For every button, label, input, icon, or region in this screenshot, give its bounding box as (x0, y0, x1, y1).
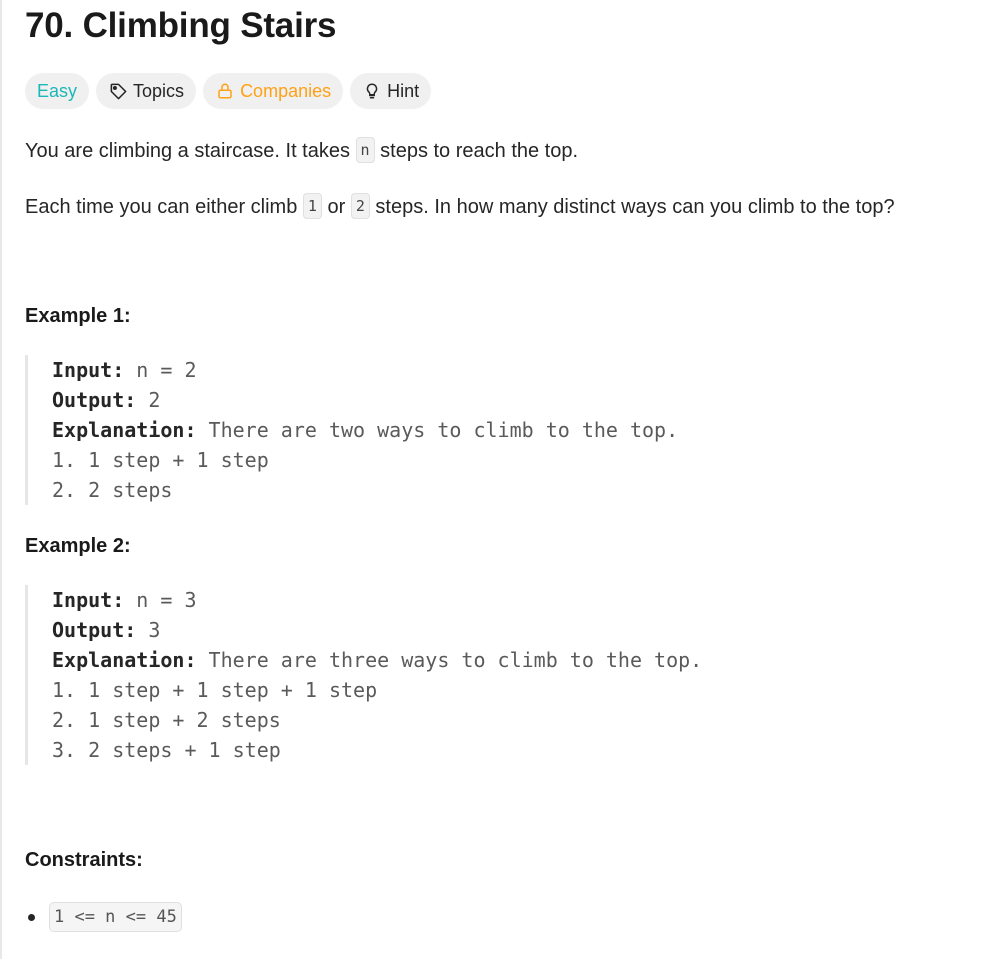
topics-tag[interactable] (96, 73, 196, 109)
lock-icon (215, 81, 235, 101)
example-input (52, 585, 702, 615)
explanation-label: Explanation: (52, 648, 197, 672)
explanation-value: There are two ways to climb to the top. (196, 418, 679, 442)
output-label: Output: (52, 618, 137, 642)
example-explanation (52, 415, 678, 445)
explanation-label: Explanation: (52, 418, 197, 442)
constraint-item (25, 902, 182, 932)
example-1-heading: Example 1: (25, 305, 131, 327)
description-text: You are climbing a staircase. It takes (25, 140, 356, 162)
description-paragraph-1 (25, 136, 578, 165)
example-2-block (25, 585, 702, 765)
input-value: n = 2 (124, 358, 197, 382)
hint-label: Hint (387, 80, 420, 101)
description-paragraph-2 (25, 192, 895, 221)
problem-title: 70. Climbing Stairs (25, 6, 337, 45)
bullet-icon (28, 914, 35, 921)
input-label: Input: (52, 358, 125, 382)
description-text: steps to reach the top. (374, 140, 579, 162)
description-text: steps. In how many distinct ways can you climb to the top? (369, 196, 895, 218)
example-1-block (25, 355, 678, 505)
inline-code: n (356, 137, 375, 163)
difficulty-label: Easy (37, 80, 78, 101)
example-output (52, 385, 678, 415)
output-value: 2 (136, 388, 161, 412)
example-explanation (52, 645, 702, 675)
companies-tag[interactable] (203, 73, 343, 109)
description-text: Each time you can either climb (25, 196, 303, 218)
tag-icon (108, 81, 128, 101)
example-2-heading: Example 2: (25, 535, 131, 557)
explanation-value: There are three ways to climb to the top. (196, 648, 703, 672)
constraints-heading: Constraints: (25, 849, 143, 871)
inline-code: 2 (351, 193, 370, 219)
output-label: Output: (52, 388, 137, 412)
panel-left-border (0, 0, 2, 959)
input-value: n = 3 (124, 588, 197, 612)
companies-label: Companies (240, 80, 332, 101)
lightbulb-icon (362, 81, 382, 101)
explanation-line: 2. 2 steps (52, 478, 173, 502)
inline-code: 1 (303, 193, 322, 219)
example-output (52, 615, 702, 645)
explanation-line: 3. 2 steps + 1 step (52, 738, 281, 762)
description-text: or (321, 196, 351, 218)
example-input (52, 355, 678, 385)
problem-tags (25, 73, 431, 109)
constraint-code: 1 <= n <= 45 (49, 902, 182, 932)
difficulty-tag[interactable] (25, 73, 89, 109)
hint-tag[interactable] (350, 73, 431, 109)
topics-label: Topics (133, 80, 185, 101)
input-label: Input: (52, 588, 125, 612)
explanation-line: 2. 1 step + 2 steps (52, 708, 281, 732)
explanation-line: 1. 1 step + 1 step (52, 448, 269, 472)
explanation-line: 1. 1 step + 1 step + 1 step (52, 678, 378, 702)
output-value: 3 (136, 618, 161, 642)
